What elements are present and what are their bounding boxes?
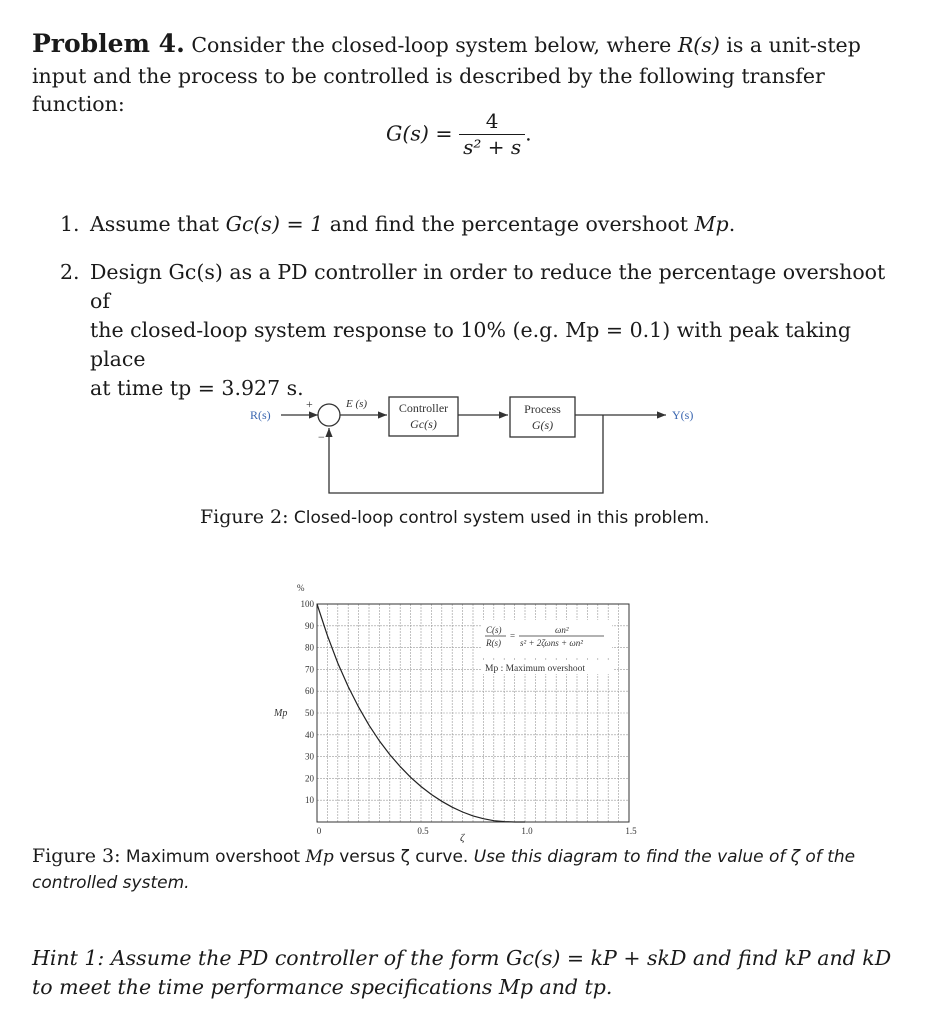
formula-lhs-num: C(s) — [486, 625, 502, 635]
formula-rhs-num: ωn² — [555, 625, 569, 635]
r-label: R(s) — [250, 408, 271, 422]
minus-sign: − — [318, 430, 325, 444]
process-tf: G(s) — [531, 418, 554, 432]
x-tick-label: 0.5 — [417, 826, 429, 836]
tf-numerator: 4 — [459, 108, 525, 135]
x-axis-label: ζ — [460, 832, 465, 844]
x-axis — [317, 826, 637, 836]
figure-2-caption — [200, 506, 709, 528]
figure-3-italic: Use this diagram to find the value of ζ of the — [473, 847, 856, 867]
y-tick-label: 80 — [305, 642, 314, 653]
chart-legend: Mp : Maximum overshoot — [485, 664, 586, 674]
problem-intro — [32, 30, 912, 59]
figure-3-math: Mp — [305, 847, 334, 867]
figure-3-caption — [32, 843, 912, 896]
item-2-number: 2. — [60, 260, 80, 284]
controller-tf: Gc(s) — [410, 417, 437, 431]
y-tick-label: 20 — [305, 773, 314, 784]
item-1-number: 1. — [60, 212, 80, 236]
figure-3-text-a: Maximum overshoot — [125, 847, 301, 867]
y-tick-label: 60 — [305, 686, 314, 697]
figure-3-label: Figure 3: — [32, 845, 121, 867]
y-tick-label: 100 — [300, 599, 314, 609]
y-label: Y(s) — [672, 408, 694, 422]
item-1-math-a: Gc(s) = 1 — [225, 212, 324, 236]
item-2-line-2: the closed-loop system response to 10% (e.g. Mp = 0.1) with peak taking place — [90, 318, 851, 371]
figure-2-label: Figure 2: — [200, 506, 289, 528]
item-1-math-b: Mp — [694, 212, 729, 236]
tf-lhs: G(s) = — [386, 121, 453, 146]
x-tick-label: 1.5 — [625, 826, 637, 836]
block-diagram — [0, 385, 941, 505]
plus-sign: + — [306, 397, 313, 411]
process-label: Process — [524, 402, 561, 416]
hint-line-2: to meet the time performance specifications Mp and tp. — [32, 975, 613, 999]
item-1-text-b: and find the percentage overshoot — [329, 212, 689, 236]
svg-text:=: = — [510, 631, 516, 641]
x-tick-label: 0 — [316, 826, 322, 836]
chart-formula — [482, 620, 614, 674]
tf-end: . — [525, 121, 532, 146]
e-label: E (s) — [346, 398, 368, 410]
figure-2-text: Closed-loop control system used in this problem. — [293, 508, 710, 528]
intro-rs: R(s) — [677, 33, 720, 57]
item-2-line-1: Design Gc(s) as a PD controller in order to reduce the percentage overshoot of — [90, 260, 886, 313]
tf-fraction — [459, 108, 525, 159]
intro-text-1: Consider the closed-loop system below, where — [191, 33, 672, 57]
intro-line-2: input and the process to be controlled is described by the following transfer function: — [32, 64, 825, 116]
figure-3-text-b: versus ζ curve. — [339, 847, 469, 867]
item-1-text-c: . — [728, 212, 736, 236]
y-tick-label: 90 — [305, 620, 314, 631]
hint — [32, 944, 922, 1002]
item-2 — [60, 258, 910, 403]
figure-3-italic-2: controlled system. — [32, 873, 190, 893]
y-tick-label: 70 — [305, 664, 314, 675]
intro-text-2: is a unit-step — [726, 33, 861, 57]
overshoot-chart — [260, 575, 660, 845]
y-tick-label: 40 — [305, 729, 314, 740]
y-tick-label: 10 — [305, 795, 314, 806]
formula-lhs-den: R(s) — [486, 638, 501, 648]
formula-rhs-den: s² + 2ζωns + ωn² — [520, 638, 583, 648]
item-1 — [60, 210, 910, 239]
hint-line-1: Hint 1: Assume the PD controller of the form Gc(s) = kP + skD and find kP and kD — [32, 946, 892, 970]
item-1-text-a: Assume that — [90, 212, 220, 236]
x-tick-label: 1.0 — [521, 826, 533, 836]
item-2-line-3: at time tp = 3.927 s. — [90, 376, 304, 400]
controller-label: Controller — [398, 401, 449, 415]
transfer-function — [386, 108, 532, 159]
y-tick-label: 30 — [305, 751, 314, 762]
summing-junction — [318, 404, 340, 426]
y-unit-label: % — [297, 583, 305, 593]
tf-denominator: s² + s — [463, 135, 522, 159]
y-tick-label: 50 — [305, 708, 314, 718]
y-axis-label: Mp — [274, 708, 288, 719]
y-axis — [301, 599, 315, 805]
problem-title: Problem 4. — [32, 29, 185, 58]
